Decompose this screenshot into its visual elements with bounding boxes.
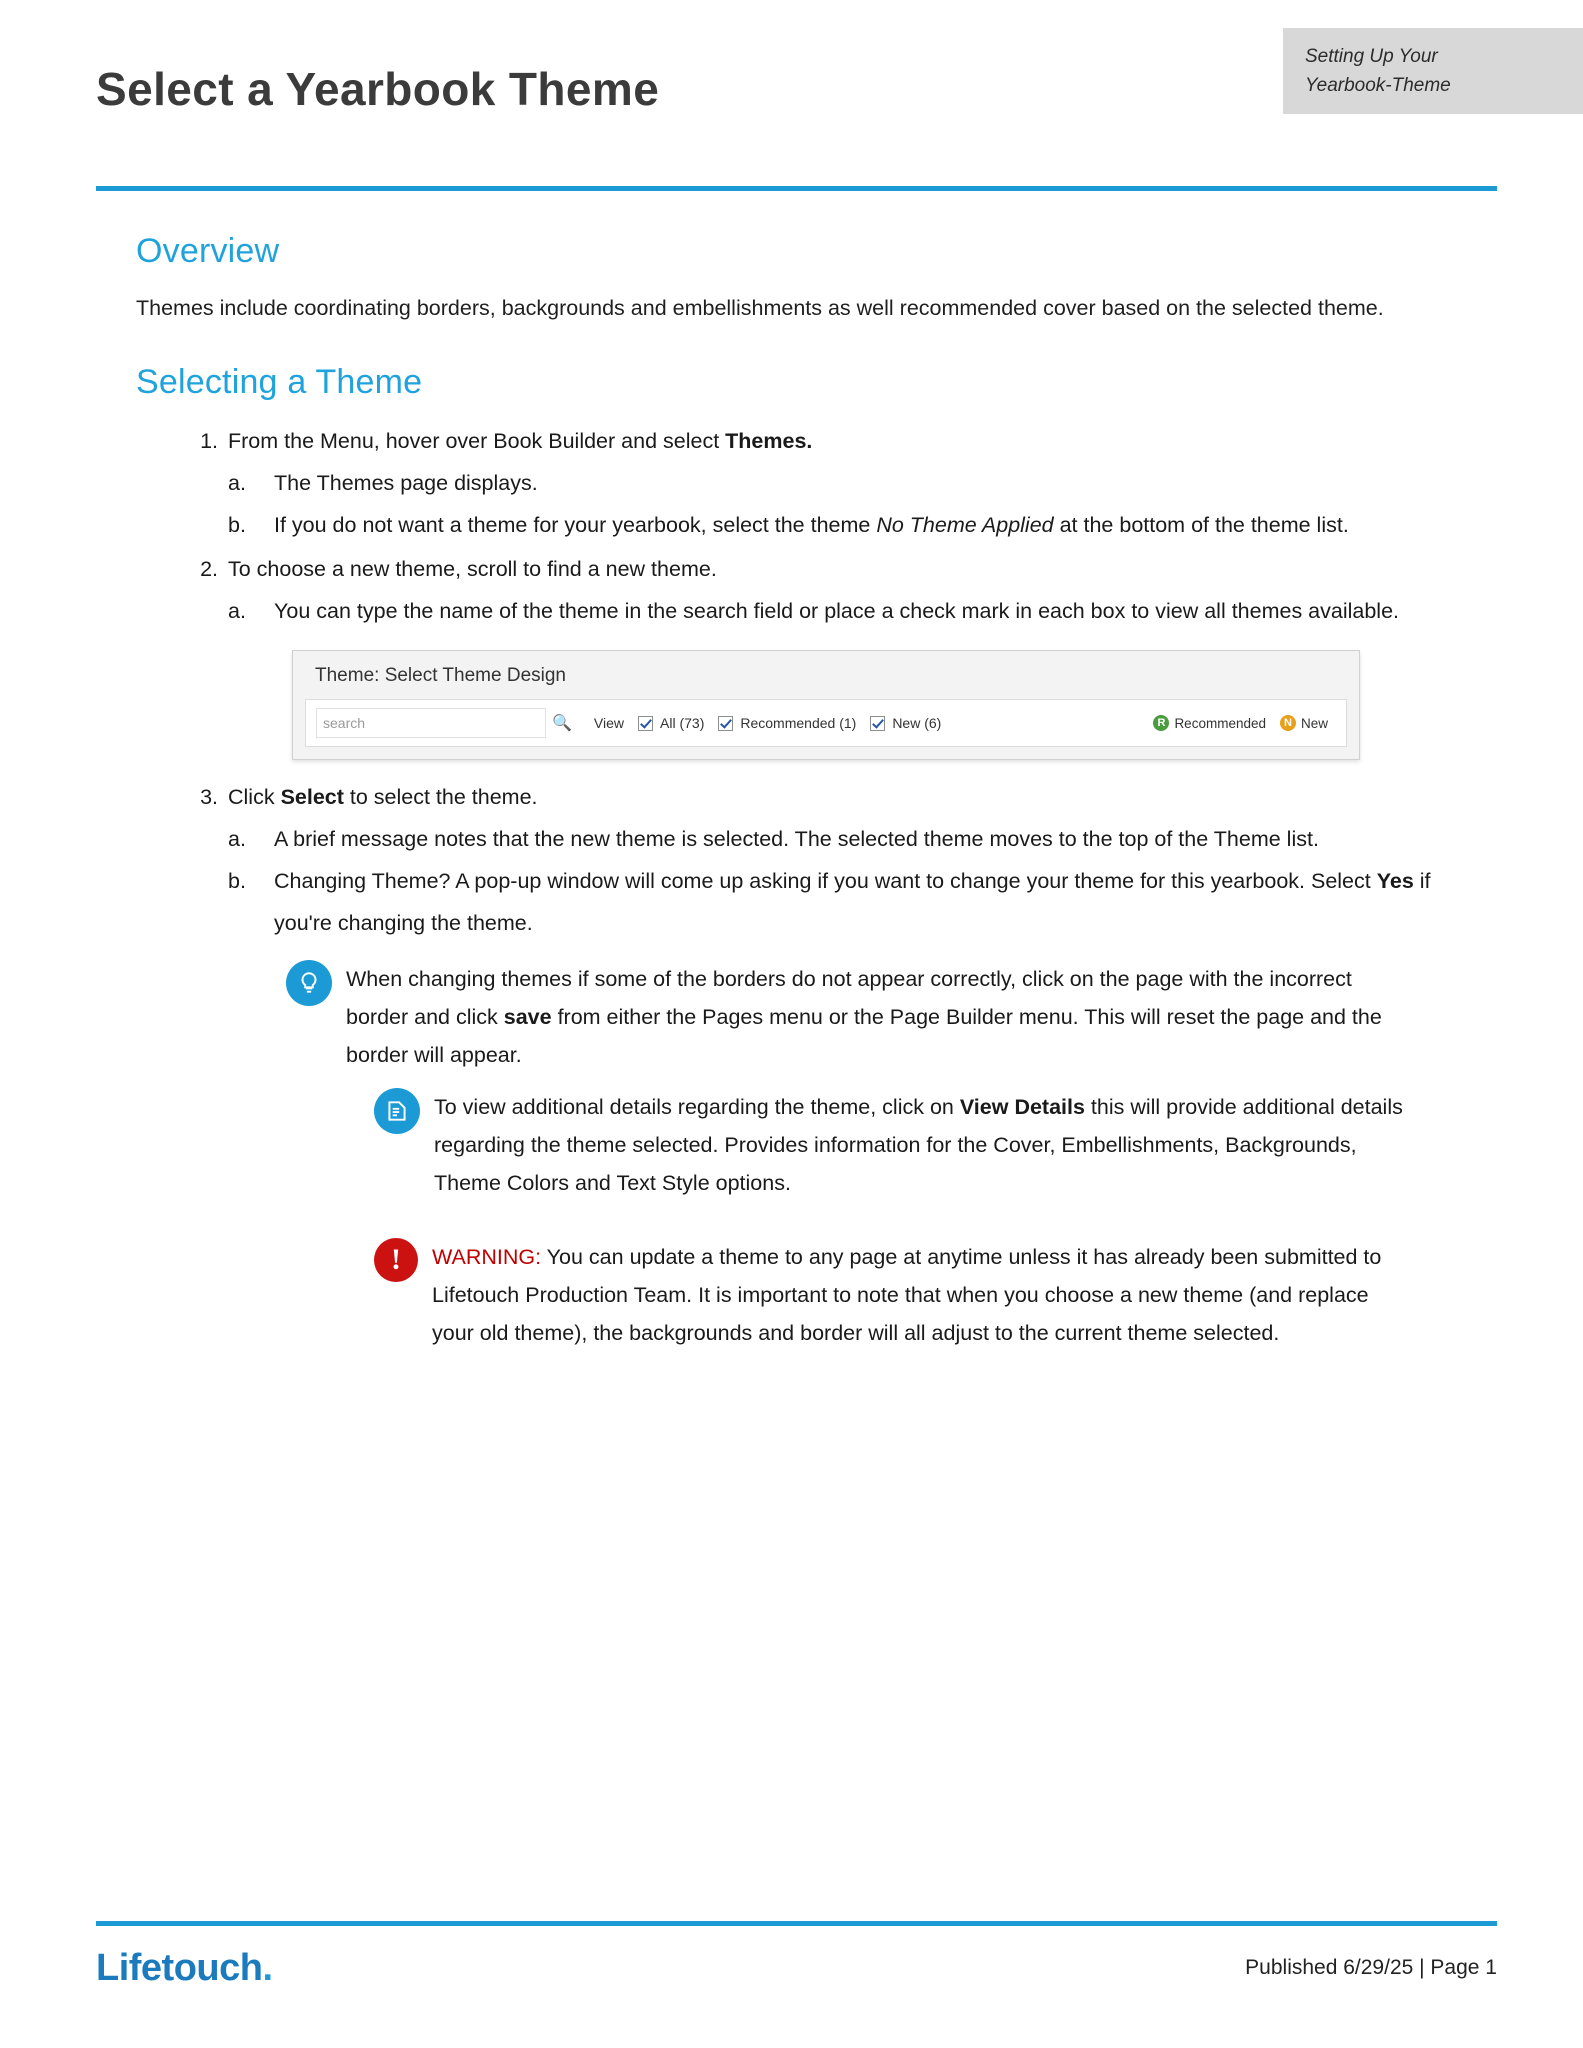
note-pencil-icon — [374, 1088, 420, 1134]
step-1a — [228, 462, 1466, 504]
step-3a — [228, 818, 1466, 860]
step-2a-number: a. — [228, 599, 246, 623]
overview-heading: Overview — [136, 232, 280, 270]
step-1-text-before: From the Menu, hover over Book Builder and select — [228, 429, 726, 453]
step-2-number: 2. — [200, 557, 218, 581]
steps-list — [136, 420, 1466, 632]
spacer — [136, 327, 1466, 363]
step-3b-text-before: Changing Theme? A pop-up window will come up asking if you want to change your theme for this yearbook. Select — [274, 869, 1377, 893]
overview-paragraph: Themes include coordinating borders, backgrounds and embellishments as well recommended cover based on the selected theme. — [136, 296, 1384, 320]
step-1 — [136, 420, 1466, 546]
step-3-number: 3. — [200, 785, 218, 809]
step-1-bold: Themes. — [725, 429, 813, 453]
note-text — [434, 1088, 1414, 1202]
step-1b-text-before: If you do not want a theme for your yearbook, select the theme — [274, 513, 877, 537]
step-3b-bold: Yes — [1376, 869, 1414, 893]
legend-new-label: New — [1300, 715, 1328, 731]
step-1-number: 1. — [200, 429, 218, 453]
note-text-before: To view additional details regarding the theme, click on — [434, 1095, 960, 1119]
filter-all-label: All (73) — [660, 715, 705, 731]
checkbox-icon-recommended[interactable] — [718, 716, 733, 731]
checkbox-icon-new[interactable] — [870, 716, 885, 731]
step-3a-number: a. — [228, 827, 246, 851]
filter-recommended-label: Recommended (1) — [740, 715, 857, 731]
tip-callout — [286, 960, 1406, 1074]
step-3-bold: Select — [280, 785, 344, 809]
theme-select-screenshot — [292, 650, 1360, 760]
step-3 — [136, 776, 1466, 944]
selecting-a-theme-heading: Selecting a Theme — [136, 363, 423, 401]
lifetouch-logo — [96, 1947, 273, 1990]
logo-dot: . — [262, 1947, 273, 1989]
filter-new-label: New (6) — [892, 715, 942, 731]
step-2a-text: You can type the name of the theme in the search field or place a check mark in each box to view all themes available. — [274, 599, 1400, 623]
lightbulb-icon — [286, 960, 332, 1006]
filter-recommended[interactable] — [718, 715, 856, 731]
page-title: Select a Yearbook Theme — [96, 63, 660, 115]
step-3-sublist — [228, 818, 1466, 944]
step-3b-number: b. — [228, 869, 246, 893]
warning-label: WARNING: — [432, 1245, 542, 1269]
tip-text-after: from either the Pages menu or the Page Builder menu. This will reset the page and the border will appear. — [346, 1005, 1382, 1067]
document-content — [136, 232, 1466, 1352]
checkbox-icon-all[interactable] — [638, 716, 653, 731]
footer-published: Published 6/29/25 | Page 1 — [1245, 1956, 1497, 1979]
warning-text — [432, 1238, 1414, 1352]
step-1a-number: a. — [228, 471, 246, 495]
steps-list-continued — [136, 776, 1466, 944]
logo-text: Lifetouch — [96, 1947, 263, 1989]
note-bold: View Details — [959, 1095, 1085, 1119]
step-3b-text-after: if you're changing the theme. — [274, 869, 1431, 935]
step-2-text: To choose a new theme, scroll to find a new theme. — [228, 557, 717, 581]
tip-bold: save — [503, 1005, 552, 1029]
step-1a-text: The Themes page displays. — [274, 471, 538, 495]
header-tab-line1: Setting Up Your — [1305, 46, 1438, 67]
title-divider — [96, 186, 1497, 191]
legend — [1153, 715, 1328, 731]
step-2-sublist — [228, 590, 1466, 632]
search-input[interactable] — [316, 708, 546, 738]
step-1b — [228, 504, 1466, 546]
warning-callout — [374, 1238, 1414, 1352]
step-3b — [228, 860, 1466, 944]
tip-text-before: When changing themes if some of the borders do not appear correctly, click on the page with the incorrect border and click — [346, 967, 1352, 1029]
note-callout — [374, 1088, 1414, 1202]
step-3a-text: A brief message notes that the new theme is selected. The selected theme moves to the top of the Theme list. — [274, 827, 1319, 851]
header-tab-line2: Yearbook-Theme — [1305, 75, 1451, 96]
warning-body: You can update a theme to any page at anytime unless it has already been submitted to Lifetouch Production Team. It is important to note that when you choose a new theme (and replace your old theme), the backgrounds and border will all adjust to the current theme selected. — [432, 1245, 1382, 1345]
search-icon[interactable]: 🔍 — [552, 715, 572, 732]
step-1b-text-after: at the bottom of the theme list. — [1053, 513, 1349, 537]
warning-icon: ! — [374, 1238, 418, 1282]
header-section-tab — [1283, 28, 1583, 114]
step-1b-number: b. — [228, 513, 246, 537]
search-input-placeholder: search — [323, 715, 366, 731]
step-1-sublist — [228, 462, 1466, 546]
step-2 — [136, 548, 1466, 632]
step-3-text-before: Click — [228, 785, 281, 809]
legend-recommended-label: Recommended — [1174, 715, 1266, 731]
figure-title: Theme: Select Theme Design — [315, 665, 566, 686]
recommended-badge-icon: R — [1153, 715, 1169, 731]
filter-all[interactable] — [638, 715, 704, 731]
step-1b-italic: No Theme Applied — [876, 513, 1054, 537]
step-2a — [228, 590, 1466, 632]
footer-divider — [96, 1921, 1497, 1926]
view-label: View — [593, 715, 625, 731]
note-text-after: this will provide additional details regarding the theme selected. Provides information for the Cover, Embellishments, Backgrounds, Theme Colors and Text Style options. — [434, 1095, 1403, 1195]
tip-text — [346, 960, 1406, 1074]
new-badge-icon: N — [1280, 715, 1296, 731]
theme-filter-bar — [305, 699, 1347, 747]
filter-new[interactable] — [870, 715, 941, 731]
step-3-text-after: to select the theme. — [343, 785, 538, 809]
